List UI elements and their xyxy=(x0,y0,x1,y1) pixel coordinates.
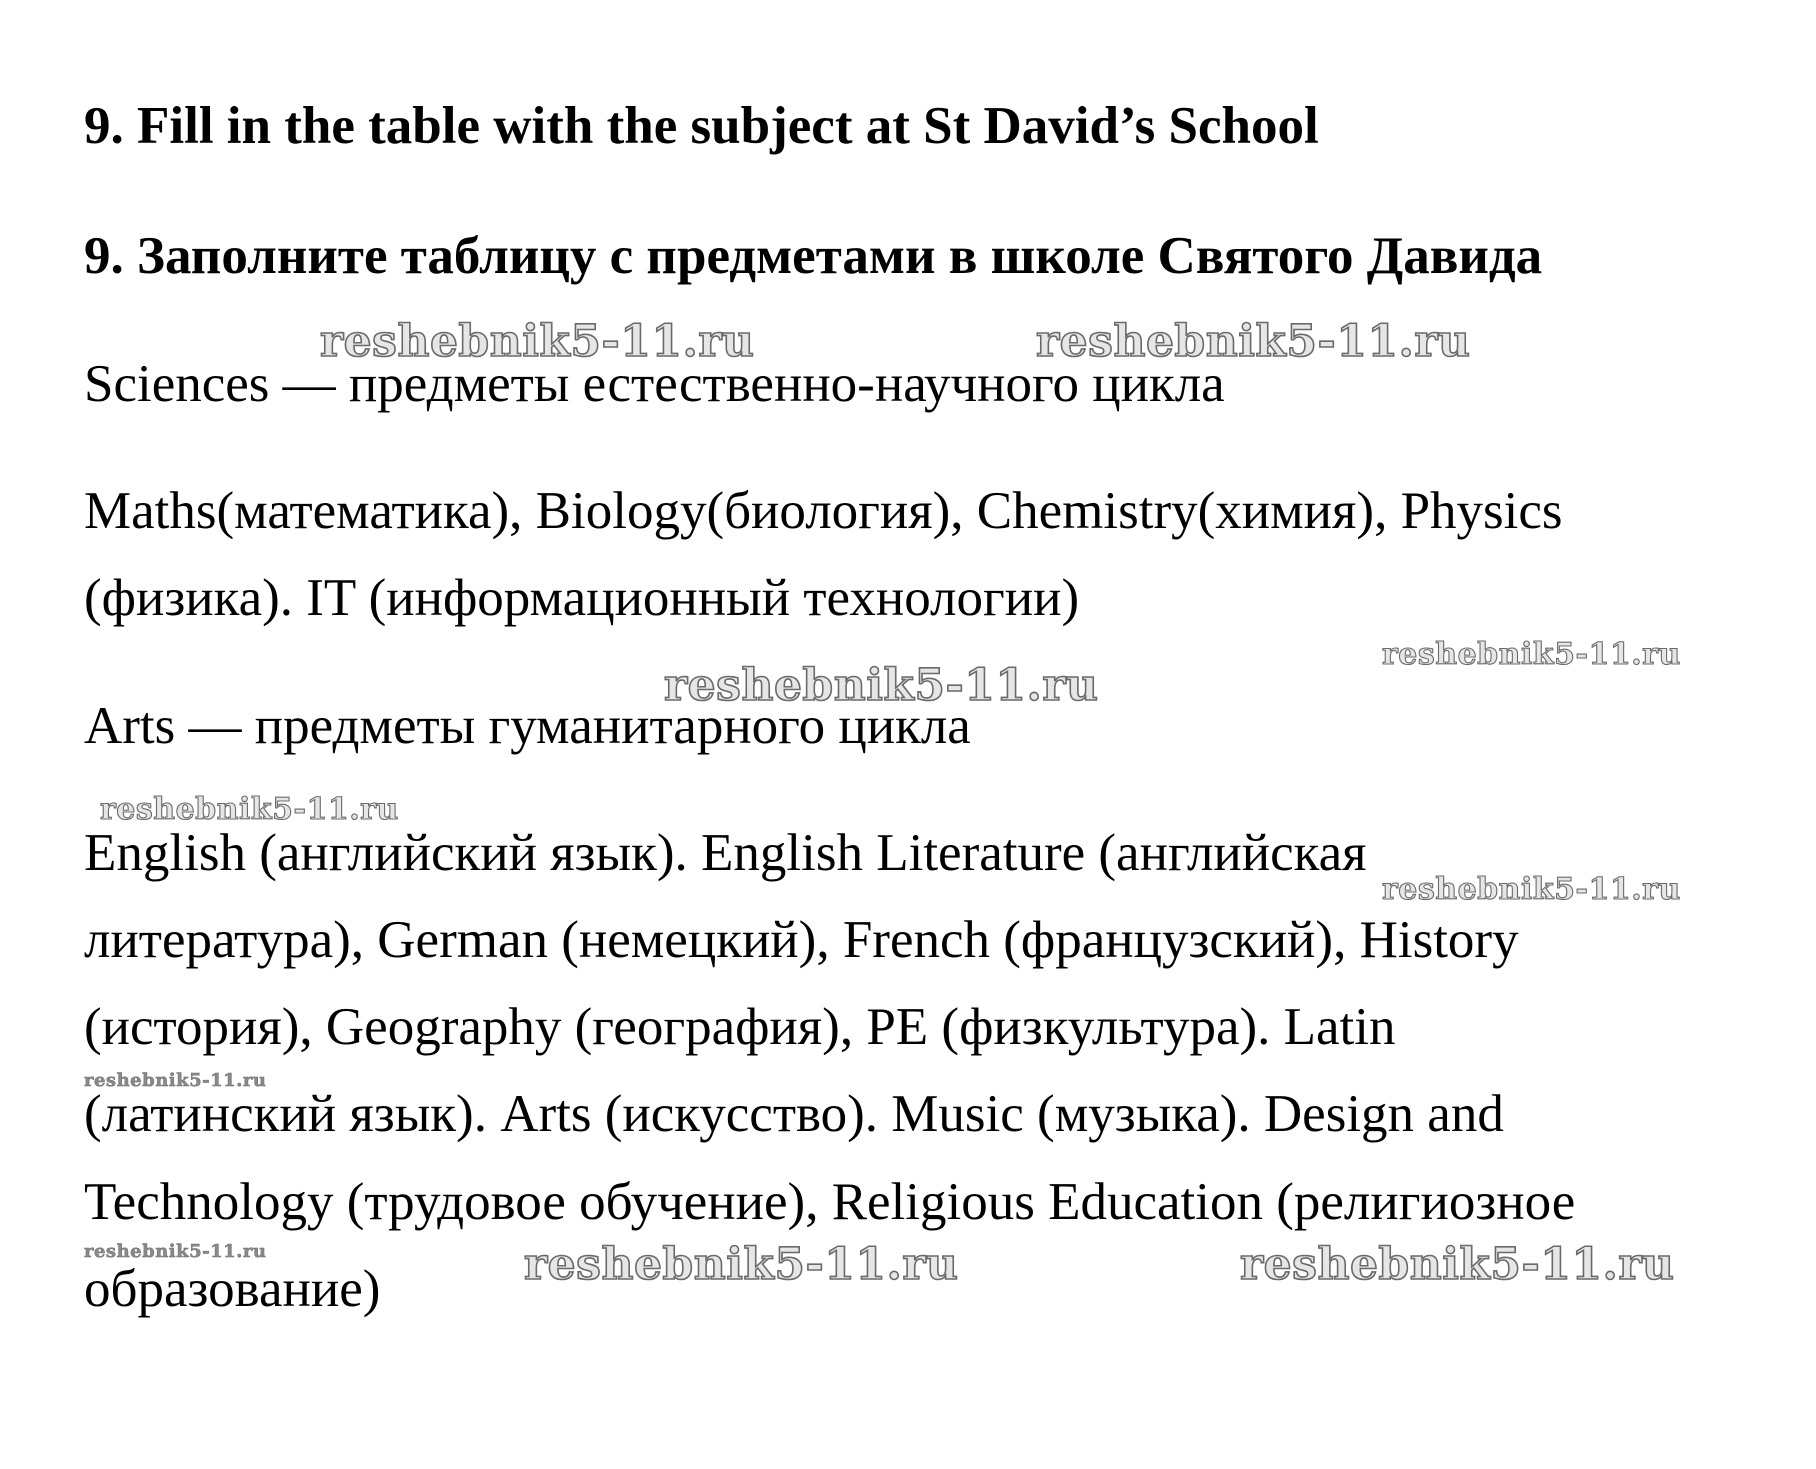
heading-russian: 9. Заполните таблицу с предметами в школе Святого Давида xyxy=(84,227,1543,285)
arts-line-2: литература), German (немецкий), French (французский), History xyxy=(84,911,1519,969)
watermark: reshebnik5-11.ru xyxy=(100,792,399,827)
sciences-title: Sciences — предметы естественно-научного цикла xyxy=(84,355,1225,413)
arts-line-3: (история), Geography (география), PE (физкультура). Latin xyxy=(84,998,1396,1056)
arts-line-4: (латинский язык). Arts (искусство). Music (музыка). Design and xyxy=(84,1085,1504,1143)
arts-line-6: образование) xyxy=(84,1260,381,1318)
watermark: reshebnik5-11.ru xyxy=(524,1239,959,1290)
watermark: reshebnik5-11.ru xyxy=(1382,637,1681,672)
arts-line-1: English (английский язык). English Literature (английская xyxy=(84,824,1367,882)
arts-title: Arts — предметы гуманитарного цикла xyxy=(84,697,971,755)
watermark: reshebnik5-11.ru xyxy=(84,1241,267,1262)
watermark: reshebnik5-11.ru xyxy=(1036,316,1471,367)
watermark: reshebnik5-11.ru xyxy=(84,1070,267,1091)
sciences-line-1: Maths(математика), Biology(биология), Chemistry(химия), Physics xyxy=(84,482,1563,540)
watermark: reshebnik5-11.ru xyxy=(1382,872,1681,907)
watermark: reshebnik5-11.ru xyxy=(664,660,1099,711)
watermark: reshebnik5-11.ru xyxy=(320,316,755,367)
heading-english: 9. Fill in the table with the subject at St David’s School xyxy=(84,97,1319,155)
sciences-line-2: (физика). IT (информационный технологии) xyxy=(84,569,1080,627)
watermark: reshebnik5-11.ru xyxy=(1240,1239,1675,1290)
arts-line-5: Technology (трудовое обучение), Religious Education (религиозное xyxy=(84,1173,1576,1231)
